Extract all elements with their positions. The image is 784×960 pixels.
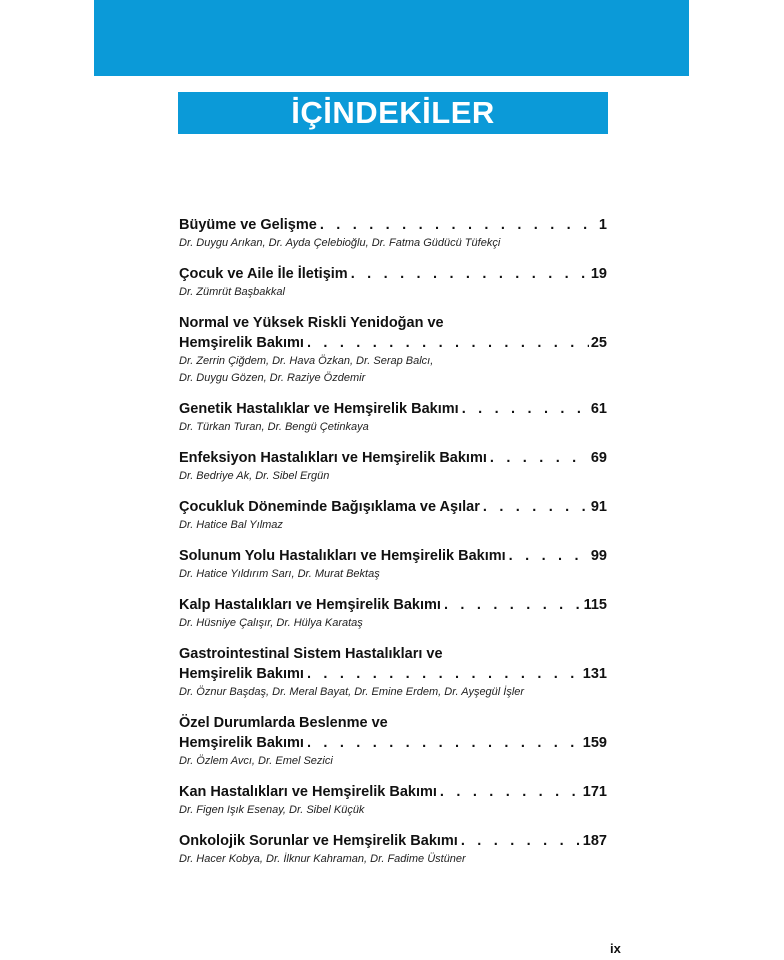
toc-entry-title: Hemşirelik Bakımı <box>179 335 304 351</box>
page-title: İÇİNDEKİLER <box>178 92 608 134</box>
toc-entry-authors: Dr. Hatice Yıldırım Sarı, Dr. Murat Bektaş <box>179 568 380 580</box>
dot-leader <box>304 733 581 753</box>
toc-entry-title-line <box>179 215 607 235</box>
toc-entry-page: 1 <box>598 217 607 233</box>
toc-entry-authors: Dr. Zerrin Çiğdem, Dr. Hava Özkan, Dr. Serap Balcı, <box>179 355 434 367</box>
toc-entry-title-line <box>179 448 607 468</box>
toc-entry-authors: Dr. Türkan Turan, Dr. Bengü Çetinkaya <box>179 421 369 433</box>
toc-entry-authors: Dr. Öznur Başdaş, Dr. Meral Bayat, Dr. Emine Erdem, Dr. Ayşegül İşler <box>179 686 525 698</box>
dot-leader <box>480 497 589 517</box>
toc-entry-title: Kan Hastalıkları ve Hemşirelik Bakımı <box>179 784 437 800</box>
toc-entry-title: Kalp Hastalıkları ve Hemşirelik Bakımı <box>179 597 441 613</box>
toc-entry-title-line <box>179 664 607 684</box>
toc-entry-authors: Dr. Hacer Kobya, Dr. İlknur Kahraman, Dr. Fadime Üstüner <box>179 853 466 865</box>
dot-leader <box>437 782 581 802</box>
toc-entry-title-line <box>179 831 607 851</box>
toc-entry-title-first-line: Normal ve Yüksek Riskli Yenidoğan ve <box>179 315 444 331</box>
toc-entry-page: 187 <box>582 833 607 849</box>
toc-entry-title-line <box>179 333 607 353</box>
toc-entry[interactable] <box>179 399 607 436</box>
toc-entry-title-line <box>179 546 607 566</box>
dot-leader <box>348 264 589 284</box>
toc-entry[interactable] <box>179 713 607 770</box>
toc-entry-page: 25 <box>590 335 607 351</box>
dot-leader <box>458 831 581 851</box>
toc-entry[interactable] <box>179 644 607 701</box>
toc-entry-authors: Dr. Zümrüt Başbakkal <box>179 286 285 298</box>
toc-entry-title-line <box>179 497 607 517</box>
toc-entry-title: Büyüme ve Gelişme <box>179 217 317 233</box>
toc-entry-title-line <box>179 733 607 753</box>
toc-entry-page: 99 <box>590 548 607 564</box>
toc-entry-title: Onkolojik Sorunlar ve Hemşirelik Bakımı <box>179 833 458 849</box>
toc-entry[interactable] <box>179 313 607 387</box>
page-number: ix <box>610 941 621 956</box>
toc-entry-title: Hemşirelik Bakımı <box>179 666 304 682</box>
toc-entry-title-line <box>179 264 607 284</box>
toc-entry[interactable] <box>179 448 607 485</box>
toc-entry-page: 115 <box>583 597 607 613</box>
toc-entry-authors: Dr. Hatice Bal Yılmaz <box>179 519 283 531</box>
toc-entry-title-line <box>179 595 607 615</box>
toc-entry-title-first-line: Özel Durumlarda Beslenme ve <box>179 715 388 731</box>
toc-entry-page: 171 <box>582 784 607 800</box>
toc-entry-authors: Dr. Özlem Avcı, Dr. Emel Sezici <box>179 755 333 767</box>
toc-entry[interactable] <box>179 497 607 534</box>
toc-entry-title: Solunum Yolu Hastalıkları ve Hemşirelik Bakımı <box>179 548 506 564</box>
dot-leader <box>441 595 582 615</box>
toc-entry[interactable] <box>179 831 607 868</box>
toc-entry-page: 61 <box>590 401 607 417</box>
toc-entry-page: 131 <box>582 666 607 682</box>
toc-entry-authors: Dr. Hüsniye Çalışır, Dr. Hülya Karataş <box>179 617 363 629</box>
toc-entry-page: 69 <box>590 450 607 466</box>
dot-leader <box>487 448 589 468</box>
toc-entry-title-first-line: Gastrointestinal Sistem Hastalıkları ve <box>179 646 443 662</box>
toc-entry-page: 19 <box>590 266 607 282</box>
toc-entry-authors: Dr. Bedriye Ak, Dr. Sibel Ergün <box>179 470 330 482</box>
toc-entry-authors: Dr. Figen Işık Esenay, Dr. Sibel Küçük <box>179 804 365 816</box>
toc-entry-page: 91 <box>590 499 607 515</box>
toc-entry-title: Çocuk ve Aile İle İletişim <box>179 266 348 282</box>
toc-entry-title: Hemşirelik Bakımı <box>179 735 304 751</box>
toc-entry[interactable] <box>179 215 607 252</box>
toc-entry-title: Çocukluk Döneminde Bağışıklama ve Aşılar <box>179 499 480 515</box>
toc-entry-authors: Dr. Duygu Gözen, Dr. Raziye Özdemir <box>179 372 366 384</box>
dot-leader <box>506 546 589 566</box>
toc-entry-authors: Dr. Duygu Arıkan, Dr. Ayda Çelebioğlu, Dr. Fatma Güdücü Tüfekçi <box>179 237 501 249</box>
toc-entry-title: Genetik Hastalıklar ve Hemşirelik Bakımı <box>179 401 459 417</box>
toc-entry[interactable] <box>179 264 607 301</box>
toc-entry-page: 159 <box>582 735 607 751</box>
toc-entry-title-line <box>179 782 607 802</box>
toc-entry[interactable] <box>179 782 607 819</box>
table-of-contents <box>179 215 607 880</box>
toc-entry[interactable] <box>179 595 607 632</box>
dot-leader <box>317 215 597 235</box>
toc-entry-title: Enfeksiyon Hastalıkları ve Hemşirelik Bakımı <box>179 450 487 466</box>
dot-leader <box>459 399 589 419</box>
toc-entry-title-line <box>179 399 607 419</box>
toc-entry[interactable] <box>179 546 607 583</box>
dot-leader <box>304 333 589 353</box>
dot-leader <box>304 664 581 684</box>
header-color-band <box>94 0 689 76</box>
